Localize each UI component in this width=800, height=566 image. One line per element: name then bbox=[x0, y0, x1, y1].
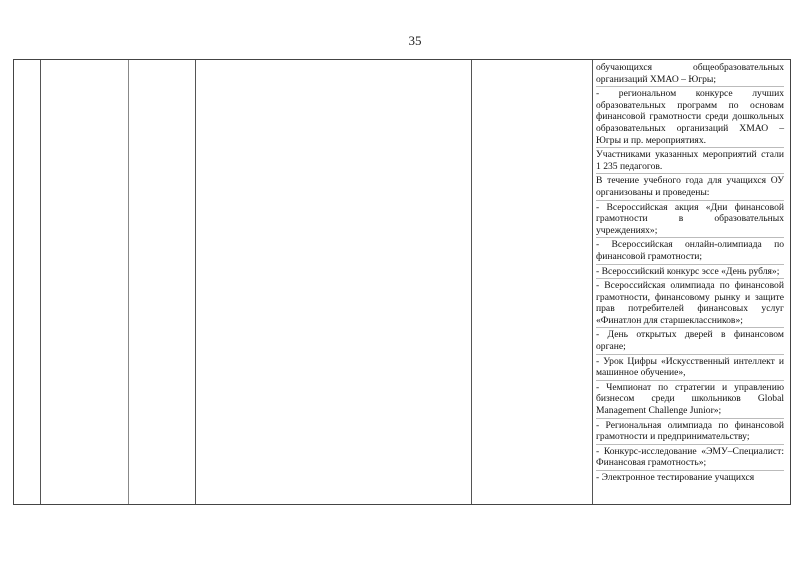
paragraph: Участниками указанных мероприятий стали 1 235 педагогов. bbox=[596, 149, 784, 174]
activities-cell bbox=[593, 60, 790, 504]
paragraph: - Всероссийский конкурс эссе «День рубля»; bbox=[596, 266, 784, 280]
page-number: 35 bbox=[408, 33, 422, 48]
column-divider-4 bbox=[471, 60, 472, 504]
paragraph: В течение учебного года для учащихся ОУ организованы и проведены: bbox=[596, 175, 784, 200]
paragraph: обучающихся общеобразовательных организаций ХМАО – Югры; bbox=[596, 62, 784, 87]
paragraph: - Электронное тестирование учащихся bbox=[596, 472, 755, 483]
paragraph: - Всероссийская онлайн-олимпиада по финансовой грамотности; bbox=[596, 239, 784, 264]
paragraph: - Всероссийская олимпиада по финансовой грамотности, финансовому рынку и защите прав потребителей финансовых услуг «Финатлон для старшеклассников»; bbox=[596, 280, 784, 328]
column-divider-1 bbox=[40, 60, 41, 504]
paragraph: - Конкурс-исследование «ЭМУ–Специалист: Финансовая грамотность»; bbox=[596, 446, 784, 471]
paragraph: - День открытых дверей в финансовом органе; bbox=[596, 329, 784, 354]
column-divider-3 bbox=[195, 60, 196, 504]
paragraph: - Урок Цифры «Искусственный интеллект и машинное обучение», bbox=[596, 356, 784, 381]
column-divider-2 bbox=[128, 60, 129, 504]
document-table bbox=[13, 59, 791, 505]
paragraph: - Региональная олимпиада по финансовой грамотности и предпринимательству; bbox=[596, 420, 784, 445]
paragraph: - Чемпионат по стратегии и управлению бизнесом среди школьников Global Management Challenge Junior»; bbox=[596, 382, 784, 419]
paragraph: - региональном конкурсе лучших образовательных программ по основам финансовой грамотности среди дошкольных образовательных организаций ХМАО – Югры и пр. мероприятиях. bbox=[596, 88, 784, 148]
paragraph: - Всероссийская акция «Дни финансовой грамотности в образовательных учреждениях»; bbox=[596, 202, 784, 239]
